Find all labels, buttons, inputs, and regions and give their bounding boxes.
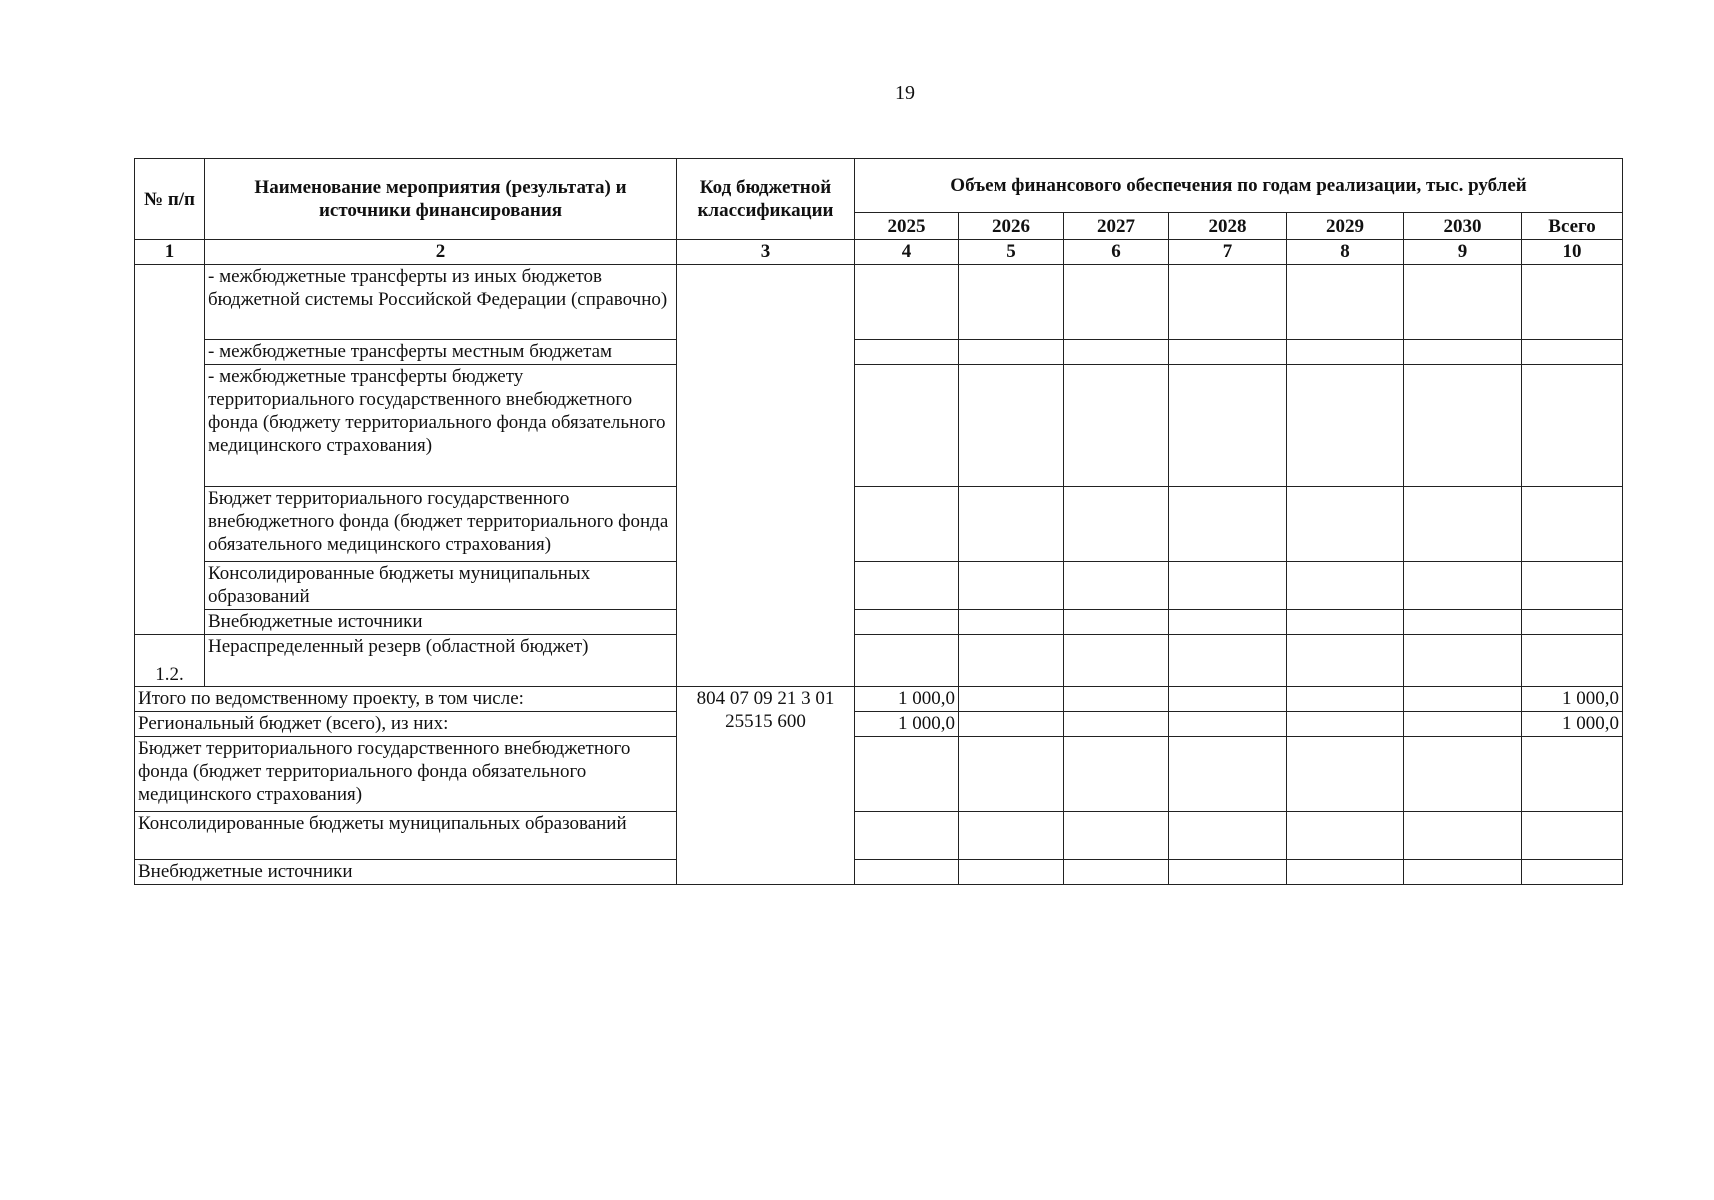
column-number: 9 bbox=[1404, 240, 1522, 265]
column-number: 3 bbox=[677, 240, 855, 265]
value-cell bbox=[959, 812, 1064, 860]
value-cell bbox=[959, 340, 1064, 365]
value-cell: 1 000,0 bbox=[1522, 712, 1623, 737]
value-cell bbox=[855, 635, 959, 687]
totals-row bbox=[135, 687, 1623, 712]
header-name: Наименование мероприятия (результата) и источники финансирования bbox=[205, 159, 677, 240]
financing-table bbox=[134, 158, 1623, 885]
value-cell bbox=[1404, 635, 1522, 687]
value-cell bbox=[1169, 737, 1287, 812]
totals-row bbox=[135, 712, 1623, 737]
value-cell bbox=[1064, 635, 1169, 687]
value-cell bbox=[1404, 687, 1522, 712]
totals-row bbox=[135, 812, 1623, 860]
value-cell bbox=[1287, 610, 1404, 635]
header-year: 2029 bbox=[1287, 213, 1404, 240]
totals-name: Итого по ведомственному проекту, в том числе: bbox=[135, 687, 677, 712]
row-code bbox=[677, 265, 855, 687]
value-cell: 1 000,0 bbox=[1522, 687, 1623, 712]
value-cell bbox=[1404, 737, 1522, 812]
row-name: - межбюджетные трансферты бюджету территориального государственного внебюджетного фонда (бюджету территориального фонда обязательного медицинского страхования) bbox=[205, 365, 677, 487]
table-row bbox=[135, 265, 1623, 340]
header-num: № п/п bbox=[135, 159, 205, 240]
totals-row bbox=[135, 860, 1623, 885]
value-cell bbox=[1064, 365, 1169, 487]
value-cell bbox=[1404, 610, 1522, 635]
row-num: 1.2. bbox=[135, 635, 205, 687]
value-cell bbox=[855, 812, 959, 860]
value-cell bbox=[959, 737, 1064, 812]
value-cell bbox=[959, 562, 1064, 610]
column-number: 10 bbox=[1522, 240, 1623, 265]
totals-name: Региональный бюджет (всего), из них: bbox=[135, 712, 677, 737]
column-numbers-row bbox=[135, 240, 1623, 265]
value-cell bbox=[1169, 487, 1287, 562]
value-cell bbox=[1522, 812, 1623, 860]
value-cell bbox=[959, 365, 1064, 487]
value-cell bbox=[1064, 610, 1169, 635]
header-year: 2027 bbox=[1064, 213, 1169, 240]
value-cell bbox=[959, 635, 1064, 687]
row-name: Внебюджетные источники bbox=[205, 610, 677, 635]
value-cell bbox=[1287, 365, 1404, 487]
value-cell bbox=[1522, 265, 1623, 340]
row-name: Нераспределенный резерв (областной бюджет) bbox=[205, 635, 677, 687]
value-cell bbox=[1287, 265, 1404, 340]
value-cell bbox=[959, 860, 1064, 885]
value-cell bbox=[855, 265, 959, 340]
value-cell bbox=[1287, 712, 1404, 737]
row-name: - межбюджетные трансферты местным бюджетам bbox=[205, 340, 677, 365]
table-row bbox=[135, 340, 1623, 365]
value-cell bbox=[1287, 687, 1404, 712]
value-cell bbox=[1169, 712, 1287, 737]
value-cell bbox=[1064, 860, 1169, 885]
value-cell bbox=[1522, 635, 1623, 687]
row-name: Консолидированные бюджеты муниципальных образований bbox=[205, 562, 677, 610]
value-cell bbox=[855, 340, 959, 365]
value-cell bbox=[1169, 860, 1287, 885]
value-cell bbox=[1522, 562, 1623, 610]
header-volume: Объем финансового обеспечения по годам реализации, тыс. рублей bbox=[855, 159, 1623, 213]
value-cell bbox=[1404, 487, 1522, 562]
table-row bbox=[135, 365, 1623, 487]
value-cell bbox=[1522, 365, 1623, 487]
value-cell bbox=[1287, 737, 1404, 812]
value-cell bbox=[855, 562, 959, 610]
value-cell bbox=[1522, 610, 1623, 635]
value-cell bbox=[1404, 340, 1522, 365]
totals-code: 804 07 09 21 3 01 25515 600 bbox=[677, 687, 855, 885]
column-number: 4 bbox=[855, 240, 959, 265]
totals-name: Бюджет территориального государственного внебюджетного фонда (бюджет территориального фонда обязательного медицинского страхования) bbox=[135, 737, 677, 812]
value-cell bbox=[1522, 737, 1623, 812]
table-row bbox=[135, 610, 1623, 635]
table-row bbox=[135, 635, 1623, 687]
value-cell bbox=[1287, 340, 1404, 365]
value-cell bbox=[855, 860, 959, 885]
value-cell bbox=[1404, 562, 1522, 610]
totals-name: Консолидированные бюджеты муниципальных образований bbox=[135, 812, 677, 860]
row-name: - межбюджетные трансферты из иных бюджетов бюджетной системы Российской Федерации (справочно) bbox=[205, 265, 677, 340]
value-cell bbox=[1064, 812, 1169, 860]
column-number: 7 bbox=[1169, 240, 1287, 265]
value-cell bbox=[1169, 610, 1287, 635]
value-cell bbox=[1169, 265, 1287, 340]
value-cell bbox=[1064, 562, 1169, 610]
value-cell bbox=[1169, 562, 1287, 610]
row-name: Бюджет территориального государственного внебюджетного фонда (бюджет территориального фонда обязательного медицинского страхования) bbox=[205, 487, 677, 562]
header-code: Код бюджетной классификации bbox=[677, 159, 855, 240]
header-year: 2028 bbox=[1169, 213, 1287, 240]
value-cell bbox=[1404, 265, 1522, 340]
value-cell bbox=[1522, 487, 1623, 562]
value-cell bbox=[1522, 860, 1623, 885]
value-cell bbox=[1064, 737, 1169, 812]
column-number: 8 bbox=[1287, 240, 1404, 265]
value-cell bbox=[1064, 340, 1169, 365]
value-cell bbox=[855, 737, 959, 812]
value-cell bbox=[959, 487, 1064, 562]
value-cell: 1 000,0 bbox=[855, 712, 959, 737]
column-number: 6 bbox=[1064, 240, 1169, 265]
value-cell bbox=[1064, 687, 1169, 712]
value-cell bbox=[1404, 712, 1522, 737]
value-cell bbox=[1169, 365, 1287, 487]
value-cell bbox=[1169, 812, 1287, 860]
value-cell bbox=[959, 687, 1064, 712]
header-year: 2025 bbox=[855, 213, 959, 240]
value-cell bbox=[855, 487, 959, 562]
value-cell bbox=[959, 610, 1064, 635]
value-cell: 1 000,0 bbox=[855, 687, 959, 712]
value-cell bbox=[1404, 860, 1522, 885]
page-number: 19 bbox=[895, 82, 915, 104]
value-cell bbox=[1169, 635, 1287, 687]
value-cell bbox=[1287, 487, 1404, 562]
value-cell bbox=[1064, 712, 1169, 737]
value-cell bbox=[1064, 265, 1169, 340]
value-cell bbox=[1287, 812, 1404, 860]
value-cell bbox=[1522, 340, 1623, 365]
value-cell bbox=[1287, 562, 1404, 610]
value-cell bbox=[1169, 687, 1287, 712]
value-cell bbox=[959, 265, 1064, 340]
value-cell bbox=[855, 610, 959, 635]
header-year: 2026 bbox=[959, 213, 1064, 240]
value-cell bbox=[855, 365, 959, 487]
header-total: Всего bbox=[1522, 213, 1623, 240]
value-cell bbox=[1064, 487, 1169, 562]
column-number: 2 bbox=[205, 240, 677, 265]
value-cell bbox=[1404, 812, 1522, 860]
value-cell bbox=[959, 712, 1064, 737]
header-year: 2030 bbox=[1404, 213, 1522, 240]
column-number: 5 bbox=[959, 240, 1064, 265]
value-cell bbox=[1287, 860, 1404, 885]
row-num bbox=[135, 265, 205, 635]
table-row bbox=[135, 562, 1623, 610]
totals-row bbox=[135, 737, 1623, 812]
value-cell bbox=[1404, 365, 1522, 487]
value-cell bbox=[1169, 340, 1287, 365]
table-row bbox=[135, 487, 1623, 562]
column-number: 1 bbox=[135, 240, 205, 265]
value-cell bbox=[1287, 635, 1404, 687]
totals-name: Внебюджетные источники bbox=[135, 860, 677, 885]
